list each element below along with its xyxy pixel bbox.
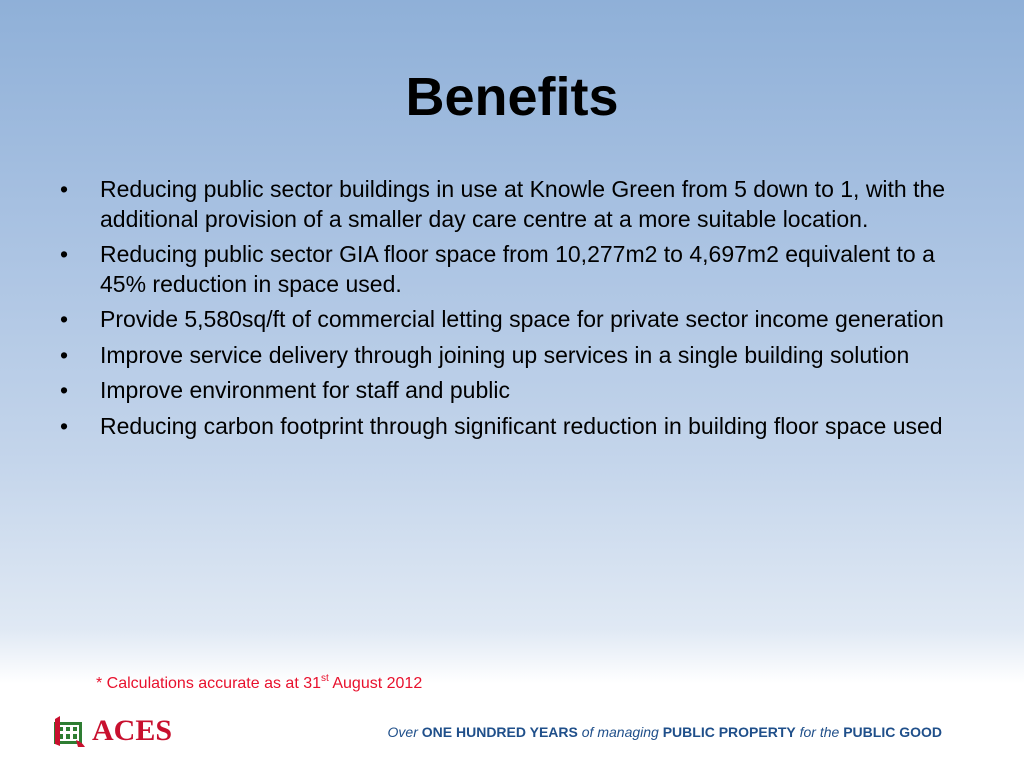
bullet-text: Provide 5,580sq/ft of commercial letting space for private sector income generation <box>100 306 944 332</box>
list-item <box>56 376 971 406</box>
bullet-text: Reducing public sector buildings in use at Knowle Green from 5 down to 1, with the additional provision of a smaller day care centre at a more suitable location. <box>100 176 946 232</box>
tagline-part: of managing <box>581 724 659 740</box>
slide-title: Benefits <box>405 67 619 127</box>
tagline-part: PUBLIC GOOD <box>843 724 942 740</box>
list-item <box>56 412 971 442</box>
bullet-icon: • <box>60 377 69 403</box>
bullet-icon: • <box>60 341 69 368</box>
logo-text: ACES <box>92 714 173 747</box>
bullet-text: Reducing public sector GIA floor space from 10,277m2 to 4,697m2 equivalent to a 45% reduction in space used. <box>100 241 935 297</box>
footnote-superscript: st <box>321 672 329 684</box>
list-item <box>56 175 971 234</box>
bullet-text: Improve service delivery through joining up services in a single building solution <box>100 341 910 368</box>
tagline-part: for the <box>799 724 840 740</box>
bullet-icon: • <box>60 306 69 332</box>
bullet-icon: • <box>60 412 69 439</box>
bullet-text: Improve environment for staff and public <box>100 377 510 403</box>
list-item <box>56 240 971 299</box>
footer-tagline <box>388 724 942 740</box>
list-item <box>56 341 971 371</box>
bullet-text: Reducing carbon footprint through significant reduction in building floor space used <box>100 412 943 439</box>
building-crest-icon <box>52 714 86 748</box>
benefits-list <box>56 175 971 447</box>
tagline-part: PUBLIC PROPERTY <box>662 724 796 740</box>
tagline-part: Over <box>387 724 418 740</box>
footnote-text: * Calculations accurate as at 31 <box>96 675 322 692</box>
tagline-part: ONE HUNDRED YEARS <box>421 724 578 740</box>
footnote <box>96 673 422 695</box>
bullet-icon: • <box>60 176 69 202</box>
aces-logo <box>52 710 172 752</box>
bullet-icon: • <box>60 241 69 267</box>
footnote-text-end: August 2012 <box>328 675 423 692</box>
list-item <box>56 305 971 335</box>
